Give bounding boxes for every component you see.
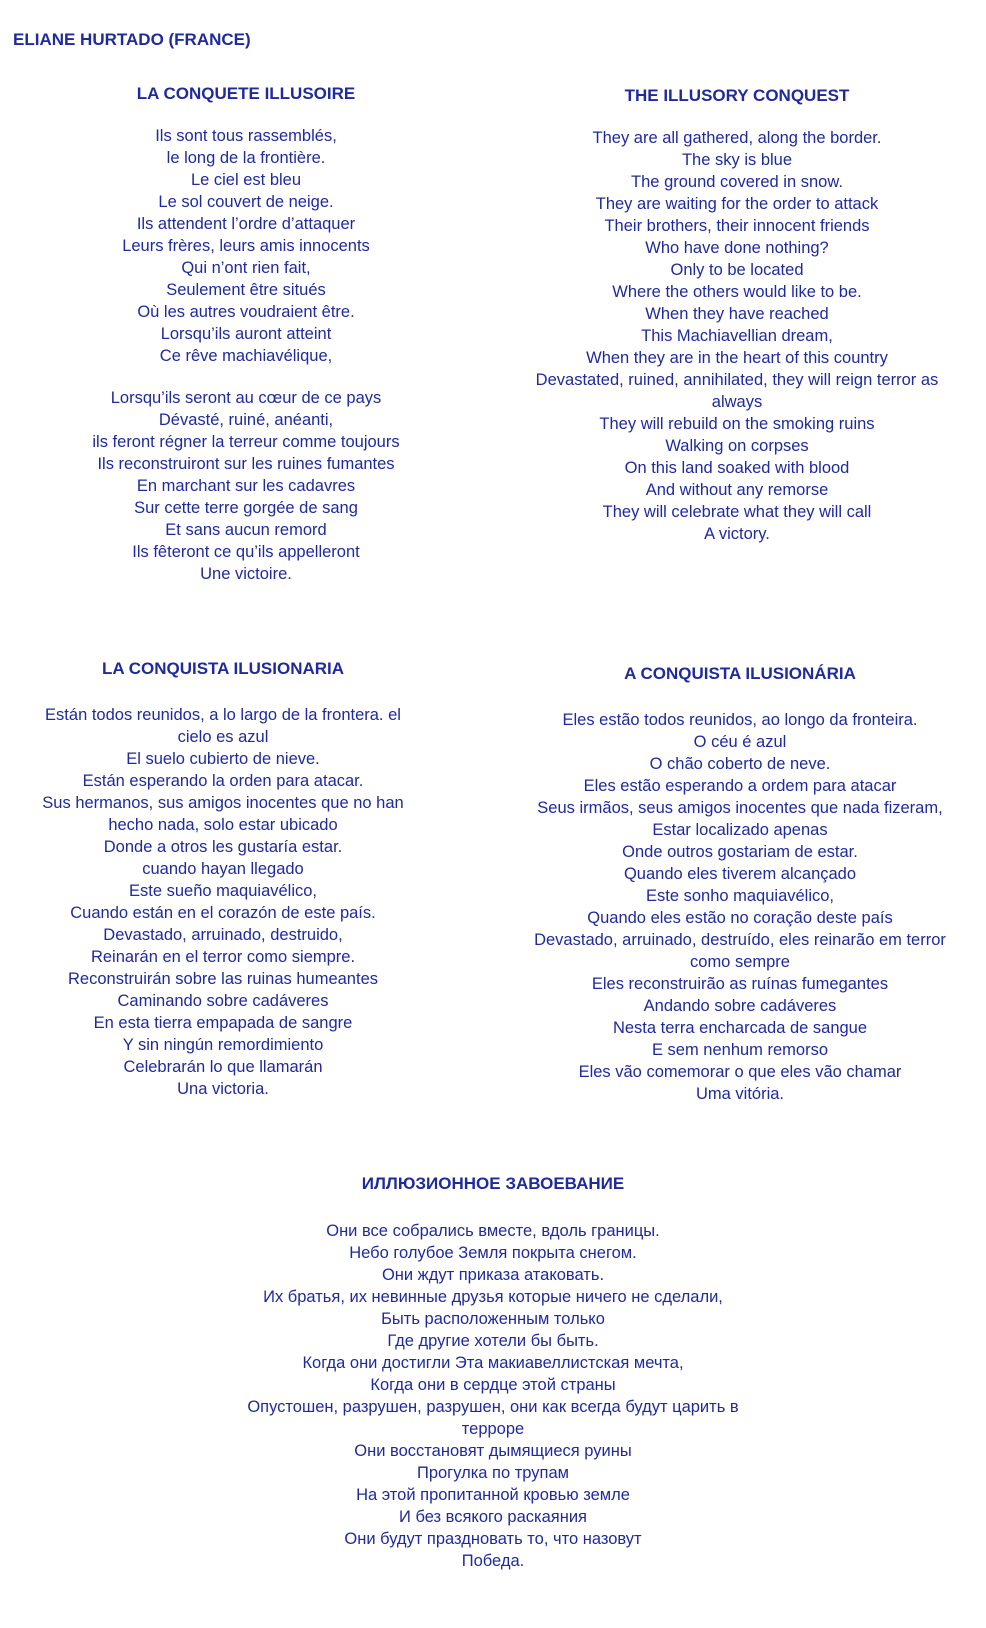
poem-title: A CONQUISTA ILUSIONÁRIA [624,664,856,683]
poem-line: Eles estão esperando a ordem para atacar [583,777,897,795]
poem-line: Seulement être situés [166,281,326,299]
poem-line: A victory. [704,525,770,543]
poem-line: Ils sont tous rassemblés, [155,127,337,145]
poem-line: Their brothers, their innocent friends [604,217,870,235]
poem-line: Ils fêteront ce qu’ils appelleront [132,543,360,561]
poem-body [180,1220,806,1572]
poem-line: Et sans aucun remord [165,521,327,539]
poem-line: Devastated, ruined, annihilated, they will reign terror as [535,371,939,389]
poem-line: They are waiting for the order to attack [595,195,879,213]
poem-line: le long de la frontière. [166,149,326,167]
poem-line: Ils attendent l’ordre d’attaquer [136,215,356,233]
poem-line: Onde outros gostariam de estar. [622,843,858,861]
poem-line: Une victoire. [200,565,292,583]
stanza [60,125,432,367]
poem-line: И без всякого раскаяния [399,1508,587,1526]
poem-line: They will celebrate what they will call [602,503,872,521]
poem-line: They will rebuild on the smoking ruins [599,415,875,433]
poem-line: Nesta terra encharcada de sangue [612,1019,868,1037]
poem-line: E sem nenhum remorso [651,1041,829,1059]
poem-line: Quando eles tiverem alcançado [623,865,857,883]
poem-body [60,125,432,585]
poem-line: Sur cette terre gorgée de sang [134,499,358,517]
poem-line: Ce rêve machiavélique, [159,347,333,365]
poem-line: Быть расположенным только [381,1310,605,1328]
poem-line: Estar localizado apenas [652,821,828,839]
poem-line: When they have reached [645,305,829,323]
poem-line: Devastado, arruinado, destruído, eles reinarão em terror [534,931,946,949]
poem-line: The sky is blue [681,151,793,169]
poem-line: Опустошен, разрушен, разрушен, они как всегда будут царить в [247,1398,739,1416]
poem-line: The ground covered in snow. [631,173,843,191]
poem-french [60,83,432,585]
poem-line: O céu é azul [693,733,787,751]
poem-spanish [8,658,438,1100]
poem-line: Небо голубое Земля покрыта снегом. [349,1244,637,1262]
poem-line: Dévasté, ruiné, anéanti, [158,411,334,429]
poem-line: Они восстановят дымящиеся руины [354,1442,632,1460]
poem-line: On this land soaked with blood [624,459,850,477]
poem-line: Le sol couvert de neige. [158,193,334,211]
poem-line: Lorsqu’ils seront au cœur de ce pays [110,389,382,407]
poem-line: Leurs frères, leurs amis innocents [122,237,370,255]
poem-line: And without any remorse [645,481,829,499]
stanza [60,387,432,585]
poem-line: Lorsqu’ils auront atteint [160,325,332,343]
poem-line: En marchant sur les cadavres [136,477,356,495]
poem-line: Y sin ningún remordimiento [122,1036,324,1054]
poem-line: Ils reconstruiront sur les ruines fumantes [97,455,395,473]
poem-body [8,704,438,1100]
poem-title: LA CONQUISTA ILUSIONARIA [101,659,345,678]
author-heading: ELIANE HURTADO (FRANCE) [13,30,251,49]
poem-line: терроре [461,1420,525,1438]
poem-line: Eles estão todos reunidos, ao longo da fronteira. [562,711,918,729]
poem-line: Они все собрались вместе, вдоль границы. [326,1222,660,1240]
poem-line: cielo es azul [177,728,269,746]
poem-line: hecho nada, solo estar ubicado [108,816,338,834]
poem-line: They are all gathered, along the border. [592,129,882,147]
poem-line: Seus irmãos, seus amigos inocentes que nada fizeram, [537,799,943,817]
poem-line: Celebrarán lo que llamarán [123,1058,323,1076]
poem-line: Они ждут приказа атаковать. [381,1266,605,1284]
poem-line: Cuando están en el corazón de este país. [70,904,376,922]
poem-line: ils feront régner la terreur comme toujours [92,433,400,451]
poem-line: Le ciel est bleu [190,171,302,189]
poem-line: Están todos reunidos, a lo largo de la frontera. el [45,706,401,724]
poem-title: THE ILLUSORY CONQUEST [624,86,850,105]
poem-line: Están esperando la orden para atacar. [82,772,364,790]
poem-russian [180,1173,806,1572]
poem-line: Eles vão comemorar o que eles vão chamar [578,1063,902,1081]
poem-line: Когда они достигли Эта макиавеллистская мечта, [302,1354,684,1372]
poem-line: El suelo cubierto de nieve. [126,750,320,768]
poem-line: Este sueño maquiavélico, [128,882,318,900]
poem-line: Caminando sobre cadáveres [117,992,329,1010]
stanza-break [60,367,432,387]
poem-line: Eles reconstruirão as ruínas fumegantes [591,975,889,993]
poem-line: Who have done nothing? [645,239,829,257]
poem-line: Este sonho maquiavélico, [645,887,835,905]
poem-line: When they are in the heart of this country [586,349,888,367]
poem-line: Reconstruirán sobre las ruinas humeantes [68,970,378,988]
poem-line: Qui n’ont rien fait, [181,259,311,277]
poem-line: En esta tierra empapada de sangre [93,1014,353,1032]
poem-line: На этой пропитанной кровью земле [356,1486,630,1504]
poem-line: Победа. [461,1552,525,1570]
poem-line: como sempre [690,953,790,971]
poem-line: Donde a otros les gustaría estar. [103,838,343,856]
poem-line: Quando eles estão no coração deste país [587,909,893,927]
poem-line: Когда они в сердце этой страны [370,1376,616,1394]
poem-line: Прогулка по трупам [416,1464,570,1482]
poem-line: Only to be located [670,261,804,279]
poem-line: Andando sobre cadáveres [643,997,837,1015]
poem-line: Où les autres voudraient être. [137,303,355,321]
poem-line: Una victoria. [177,1080,269,1098]
poem-line: Где другие хотели бы быть. [387,1332,599,1350]
poem-line: Where the others would like to be. [612,283,862,301]
poem-line: Их братья, их невинные друзья которые ничего не сделали, [263,1288,723,1306]
poem-line: Devastado, arruinado, destruido, [103,926,343,944]
poem-line: Walking on corpses [665,437,809,455]
poem-line: This Machiavellian dream, [641,327,833,345]
poem-line: Они будут праздновать то, что назовут [344,1530,642,1548]
poem-title: ИЛЛЮЗИОННОЕ ЗАВОЕВАНИЕ [361,1174,625,1193]
poem-body [498,709,982,1105]
poem-line: O chão coberto de neve. [649,755,831,773]
poem-line: always [711,393,763,411]
poem-portuguese [498,663,982,1105]
poem-body [502,127,972,545]
poem-english [502,85,972,545]
poem-line: Uma vitória. [695,1085,785,1103]
poem-line: cuando hayan llegado [142,860,304,878]
poem-line: Sus hermanos, sus amigos inocentes que no han [42,794,404,812]
poem-line: Reinarán en el terror como siempre. [90,948,356,966]
poem-title: LA CONQUETE ILLUSOIRE [136,84,356,103]
